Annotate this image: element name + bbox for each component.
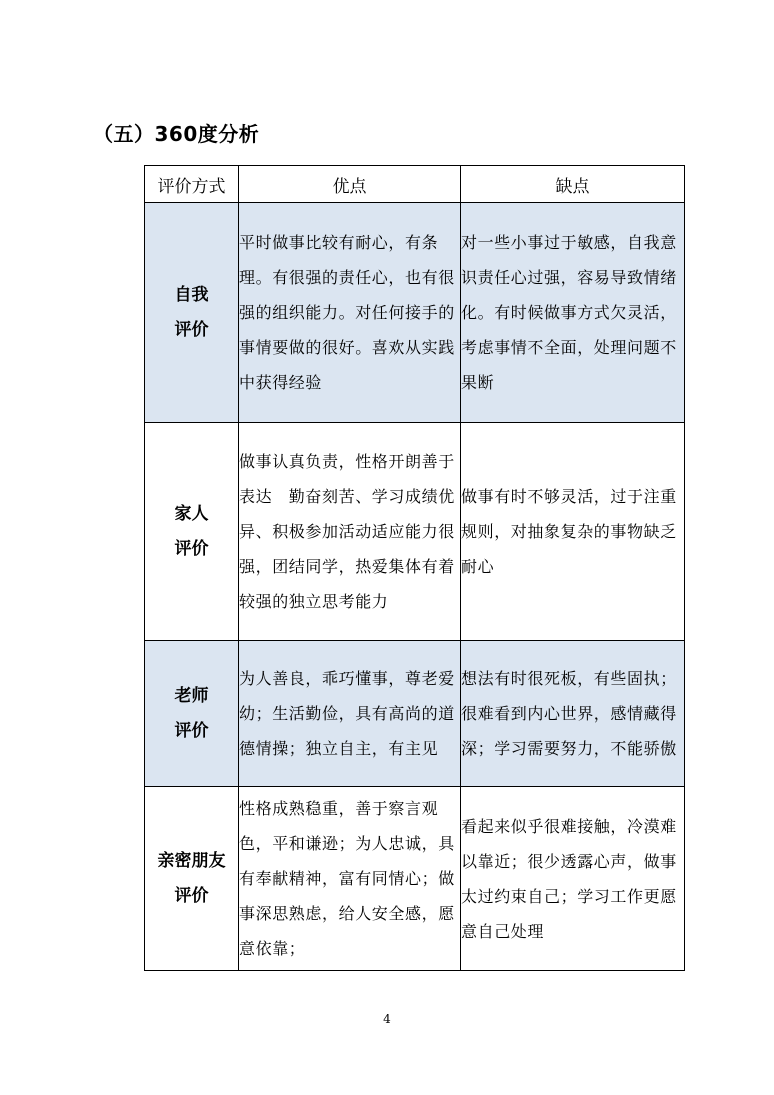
method-line: 评价 (174, 319, 209, 340)
strengths-cell: 平时做事比较有耐心，有条理。有很强的责任心，也有很强的组织能力。对任何接手的事情要做的很好。喜欢从实践中获得经验 (239, 203, 461, 423)
method-line: 评价 (174, 538, 209, 559)
method-cell (145, 641, 239, 787)
method-line: 家人 (174, 503, 209, 524)
weaknesses-cell: 想法有时很死板，有些固执；很难看到内心世界，感情藏得深；学习需要努力，不能骄傲 (461, 641, 685, 787)
method-cell (145, 423, 239, 641)
method-line: 评价 (174, 720, 209, 741)
header-method: 评价方式 (145, 166, 239, 203)
table-row-teacher (145, 641, 685, 787)
method-cell (145, 203, 239, 423)
strengths-cell: 性格成熟稳重，善于察言观色，平和谦逊；为人忠诚，具有奉献精神，富有同情心；做事深思熟虑，给人安全感，愿意依靠； (239, 787, 461, 971)
analysis-table (144, 165, 685, 971)
table-row-family (145, 423, 685, 641)
table-header-row (145, 166, 685, 203)
table-row-self (145, 203, 685, 423)
section-title: （五）360度分析 (93, 122, 260, 146)
method-line: 老师 (174, 685, 209, 706)
method-line: 自我 (174, 284, 209, 305)
weaknesses-cell: 对一些小事过于敏感，自我意识责任心过强，容易导致情绪化。有时候做事方式欠灵活，考虑事情不全面，处理问题不果断 (461, 203, 685, 423)
header-weaknesses: 缺点 (461, 166, 685, 203)
header-strengths: 优点 (239, 166, 461, 203)
method-line: 评价 (174, 885, 209, 906)
weaknesses-cell: 做事有时不够灵活，过于注重规则，对抽象复杂的事物缺乏耐心 (461, 423, 685, 641)
method-line: 亲密朋友 (157, 850, 226, 871)
strengths-cell: 为人善良，乖巧懂事，尊老爱幼；生活勤俭，具有高尚的道德情操；独立自主，有主见 (239, 641, 461, 787)
weaknesses-cell: 看起来似乎很难接触，冷漠难以靠近；很少透露心声，做事太过约束自己；学习工作更愿意自己处理 (461, 787, 685, 971)
strengths-cell: 做事认真负责，性格开朗善于表达 勤奋刻苦、学习成绩优异、积极参加活动适应能力很强，团结同学，热爱集体有着较强的独立思考能力 (239, 423, 461, 641)
method-cell (145, 787, 239, 971)
table-row-friends (145, 787, 685, 971)
page-number: 4 (383, 1012, 391, 1026)
